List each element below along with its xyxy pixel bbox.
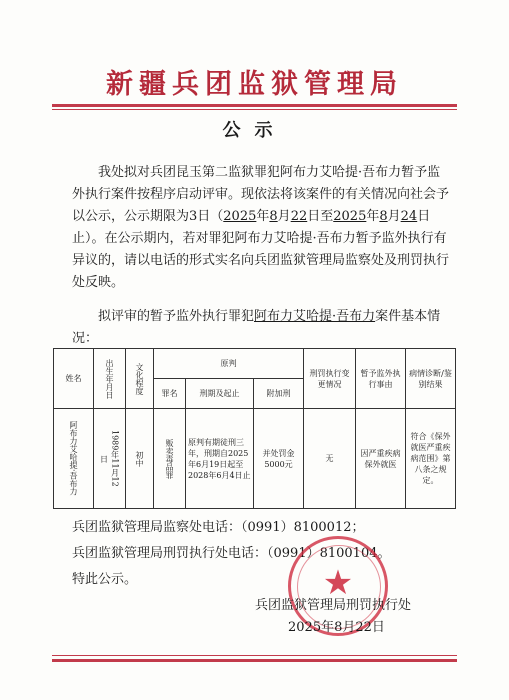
p2-text-a: 拟评审的暂予监外执行罪犯 [98, 309, 255, 324]
p1-day-to: 日至 [307, 209, 334, 224]
th-edu: 文化程度 [126, 349, 154, 409]
th-reason: 暂予监外执行事由 [356, 349, 406, 409]
th-extra: 附加刑 [254, 379, 304, 409]
th-crime: 罪名 [154, 379, 186, 409]
th-term: 刑期及起止 [186, 379, 254, 409]
p1-start-day: 22 [290, 209, 308, 224]
td-birth: 1989年11月12日 [94, 409, 126, 509]
footer-rule-thin [52, 655, 457, 656]
p1-text-d: 暂予监外执行有异议的，请以电话的形式实名向兵团监狱管理局监察处及刑罚执行处反映。 [72, 231, 450, 290]
p1-text-c: 日止）。在公示期内，若对罪犯 [72, 209, 431, 246]
p1-year-char-2: 年 [366, 209, 380, 224]
p2-prisoner-name: 阿布力艾哈提·吾布力 [254, 309, 376, 324]
td-term: 原判有期徒刑三年，刑期自2025年6月19日起至2028年6月4日止 [186, 409, 254, 509]
case-info-table [53, 348, 456, 509]
td-extra: 并处罚金5000元 [254, 409, 304, 509]
seal-star-icon: ★ [322, 563, 354, 603]
p1-prisoner-name: 阿布力艾哈提·吾布力 [280, 165, 402, 180]
td-change: 无 [304, 409, 356, 509]
contact-supervision [72, 516, 365, 535]
contact-2-phone: （0991）8100104。 [267, 546, 391, 561]
th-diagnosis: 病情诊断/鉴别结果 [406, 349, 456, 409]
signature-date: 2025年8月22日 [288, 620, 385, 635]
th-change: 刑罚执行变更情况 [304, 349, 356, 409]
notice-paragraph-2 [72, 306, 452, 350]
p1-end-year: 2025 [333, 209, 367, 224]
p1-end-month: 8 [379, 209, 388, 224]
org-title: 新疆兵团监狱管理局 [106, 69, 403, 100]
td-name: 阿布力艾哈提·吾布力 [54, 409, 94, 509]
p1-end-day: 24 [400, 209, 418, 224]
notice-paragraph-1 [72, 162, 452, 294]
table-row [54, 409, 456, 509]
th-birth: 出生年月日 [94, 349, 126, 409]
p1-prisoner-name-2: 阿布力艾哈提·吾布力 [234, 231, 356, 246]
th-sentence: 原判 [154, 349, 304, 379]
contact-2-label: 兵团监狱管理局刑罚执行处电话： [72, 546, 268, 561]
contact-1-label: 兵团监狱管理局监察处电话： [72, 520, 242, 535]
p2-text-b: 案件基本情况： [72, 309, 441, 346]
th-name: 姓名 [54, 349, 94, 409]
p1-month-char-2: 月 [387, 209, 401, 224]
closing-text: 特此公示。 [72, 572, 138, 587]
p1-month-char: 月 [277, 209, 291, 224]
contact-1-phone: （0991）8100012； [241, 520, 365, 535]
td-crime: 贩卖毒品罪 [154, 409, 186, 509]
notice-title: 公示 [222, 120, 287, 141]
p1-start-month: 8 [269, 209, 278, 224]
td-reason: 因严重疾病保外就医 [356, 409, 406, 509]
td-diagnosis: 符合《保外就医严重疾病范围》第八条之规定。 [406, 409, 456, 509]
header-rule-thin [52, 109, 457, 110]
p1-text-b: 暂予监外执行案件按程序启动评审。现依法将该案件的有关情况向社会予以公示，公示期限为3日（ [72, 165, 450, 224]
p1-start-year: 2025 [223, 209, 257, 224]
header-rule-thick [52, 104, 457, 107]
signature-org: 兵团监狱管理局刑罚执行处 [255, 598, 412, 613]
p1-text-a: 我处拟对兵团昆玉第二监狱罪犯 [98, 165, 281, 180]
p1-year-char: 年 [256, 209, 270, 224]
footer-rule-thick [52, 659, 457, 662]
td-edu: 初中 [126, 409, 154, 509]
